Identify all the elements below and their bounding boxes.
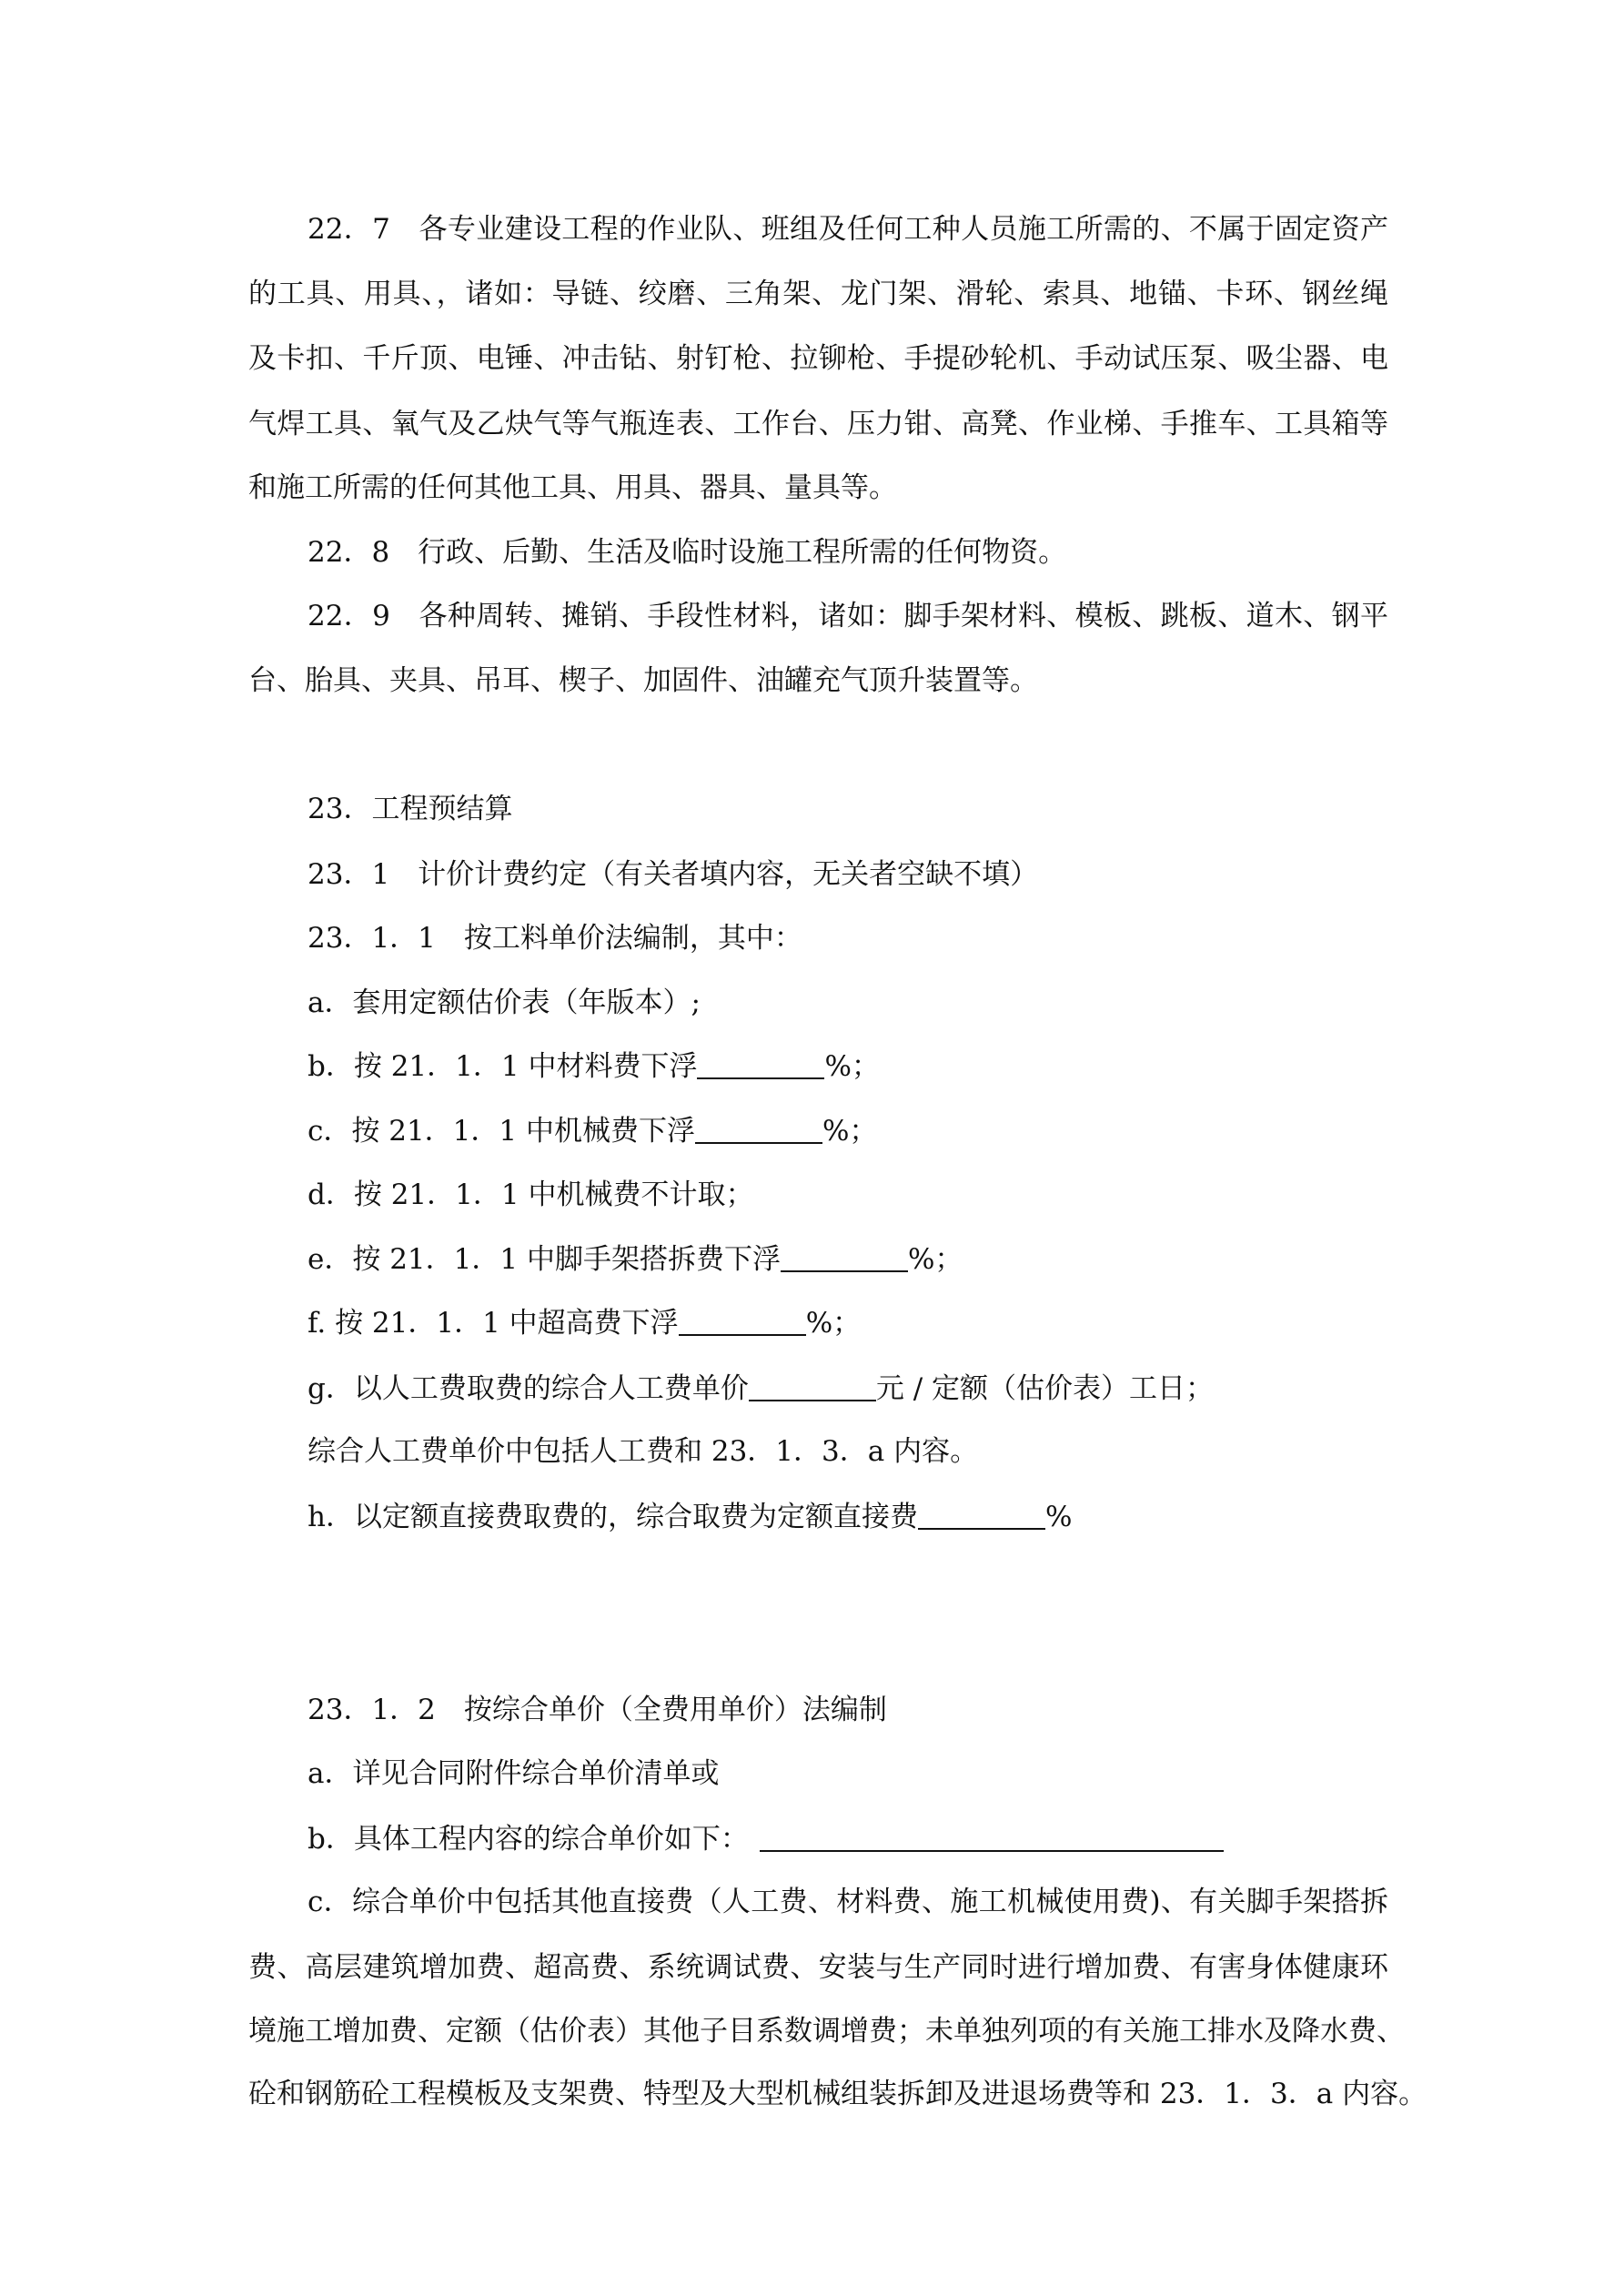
para-22-7-line: 和施工所需的任何其他工具、用具、器具、量具等。 <box>248 471 897 504</box>
para-22-7-line: 及卡扣、千斤顶、电锤、冲击钻、射钉枪、拉铆枪、手提砂轮机、手动试压泵、吸尘器、电 <box>248 342 1388 375</box>
item-2-b-text: b．具体工程内容的综合单价如下： <box>308 1823 749 1856</box>
para-22-7-line: 22．7 各专业建设工程的作业队、班组及任何工种人员施工所需的、不属于固定资产 <box>308 213 1388 246</box>
item-f-text: f. 按 21．1．1 中超高费下浮 <box>308 1307 679 1340</box>
item-c <box>308 1111 877 1151</box>
item-e-suffix: %； <box>907 1243 963 1276</box>
item-2-c-line: 费、高层建筑增加费、超高费、系统调试费、安装与生产同时进行增加费、有害身体健康环 <box>248 1951 1388 1984</box>
item-g <box>308 1369 1214 1409</box>
blank-field <box>695 1111 822 1144</box>
section-23-heading: 23．工程预结算 <box>308 793 513 825</box>
item-2-c-line: c．综合单价中包括其他直接费（人工费、材料费、施工机械使用费)、有关脚手架搭拆 <box>308 1886 1388 1918</box>
item-2-c-line: 境施工增加费、定额（估价表）其他子目系数调增费；未单独列项的有关施工排水及降水费、 <box>248 2015 1405 2048</box>
item-h-text: h．以定额直接费取费的，综合取费为定额直接费 <box>308 1501 918 1533</box>
item-b-text: b．按 21．1．1 中材料费下浮 <box>308 1050 698 1083</box>
para-22-8: 22．8 行政、后勤、生活及临时设施工程所需的任何物资。 <box>308 536 1067 569</box>
item-a: a．套用定额估价表（年版本）; <box>308 986 701 1019</box>
para-22-9-line: 22．9 各种周转、摊销、手段性材料，诸如：脚手架材料、模板、跳板、道木、钢平 <box>308 600 1388 632</box>
item-g-suffix: 元 / 定额（估价表）工日； <box>875 1372 1214 1405</box>
item-e-text: e．按 21．1．1 中脚手架搭拆费下浮 <box>308 1243 781 1276</box>
item-2-c-line: 砼和钢筋砼工程模板及支架费、特型及大型机械组装拆卸及进退场费等和 23．1．3．a 内容。 <box>248 2078 1427 2110</box>
para-22-9-line: 台、胎具、夹具、吊耳、楔子、加固件、油罐充气顶升装置等。 <box>248 664 1038 697</box>
blank-field <box>679 1303 806 1336</box>
section-23-1: 23．1 计价计费约定（有关者填内容，无关者空缺不填） <box>308 858 1039 891</box>
para-22-7-line: 气焊工具、氧气及乙炔气等气瓶连表、工作台、压力钳、高凳、作业梯、手推车、工具箱等 <box>248 408 1388 440</box>
item-2-a: a．详见合同附件综合单价清单或 <box>308 1757 720 1790</box>
blank-field <box>760 1819 1224 1852</box>
item-c-suffix: %； <box>822 1115 878 1148</box>
item-h-suffix: % <box>1044 1501 1073 1533</box>
item-g-text: g．以人工费取费的综合人工费单价 <box>308 1372 749 1405</box>
item-b <box>308 1047 880 1087</box>
item-2-b <box>308 1819 1224 1859</box>
para-22-7-line: 的工具、用具、，诸如：导链、绞磨、三角架、龙门架、滑轮、索具、地锚、卡环、钢丝绳 <box>248 278 1388 310</box>
blank-field <box>918 1497 1045 1530</box>
item-g-note: 综合人工费单价中包括人工费和 23．1．3．a 内容。 <box>308 1435 979 1468</box>
item-h <box>308 1497 1072 1537</box>
item-c-text: c．按 21．1．1 中机械费下浮 <box>308 1115 695 1148</box>
blank-field <box>781 1239 908 1272</box>
blank-field <box>697 1047 824 1079</box>
blank-field <box>749 1369 876 1401</box>
section-23-1-2-heading: 23．1．2 按综合单价（全费用单价）法编制 <box>308 1694 887 1726</box>
item-f <box>308 1303 861 1343</box>
section-23-1-1-heading: 23．1．1 按工料单价法编制，其中： <box>308 922 802 955</box>
item-d: d．按 21．1．1 中机械费不计取； <box>308 1178 754 1211</box>
item-f-suffix: %； <box>805 1307 862 1340</box>
item-e <box>308 1239 963 1279</box>
item-b-suffix: %； <box>824 1050 880 1083</box>
